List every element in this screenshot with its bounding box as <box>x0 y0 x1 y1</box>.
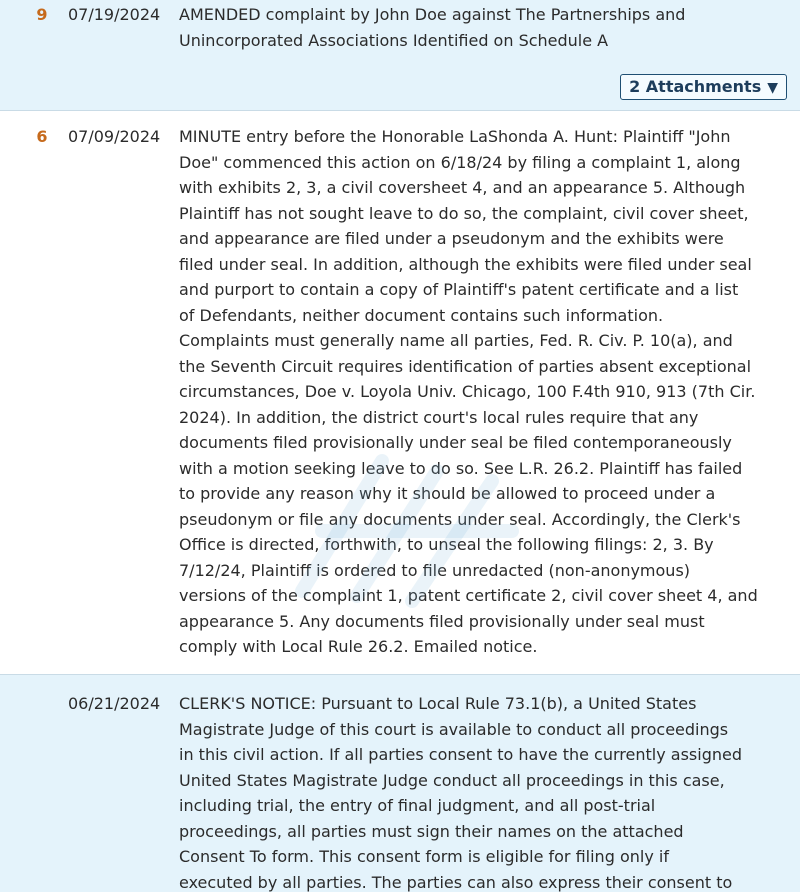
entry-text-line: the Seventh Circuit requires identification of parties absent exceptional <box>179 356 752 376</box>
attachments-label: 2 Attachments <box>629 77 762 96</box>
entry-text-line: Doe" commenced this action on 6/18/24 by filing a complaint 1, along <box>179 152 741 172</box>
entry-text-line: Complaints must generally name all parties, Fed. R. Civ. P. 10(a), and <box>179 331 733 350</box>
caret-down-icon: ▼ <box>767 80 778 96</box>
entry-text-line: pseudonym or file any documents under seal. Accordingly, the Clerk's <box>179 509 741 529</box>
entry-text-line: and appearance are filed under a pseudonym and the exhibits were <box>179 229 724 248</box>
entry-text-line: in this civil action. If all parties consent to have the currently assigned <box>179 745 742 764</box>
entry-text-line: versions of the complaint 1, patent certificate 2, civil cover sheet 4, and <box>179 586 758 605</box>
entry-text-line: and purport to contain a copy of Plaintiff's patent certificate and a list <box>179 280 739 299</box>
entry-text-line: appearance 5. Any documents filed provisionally under seal must <box>179 611 705 631</box>
entry-text-line: proceedings, all parties must sign their names on the attached <box>179 821 684 841</box>
entry-text-line: documents filed provisionally under seal be filed contemporaneously <box>179 433 732 452</box>
attachments-button[interactable] <box>620 74 787 100</box>
entry-text-line: filed under seal. In addition, although the exhibits were filed under seal <box>179 254 752 274</box>
entry-text <box>179 2 789 53</box>
entry-date: 06/21/2024 <box>68 694 161 713</box>
entry-text-line: CLERK'S NOTICE: Pursuant to Local Rule 73.1(b), a United States <box>179 694 697 713</box>
entry-text-line: Office is directed, forthwith, to unseal the following filings: 2, 3. By <box>179 535 714 554</box>
docket-number-link[interactable]: 9 <box>36 5 48 24</box>
entry-text-line: with exhibits 2, 3, a civil coversheet 4, and an appearance 5. Although <box>179 178 746 197</box>
entry-text-line: 7/12/24, Plaintiff is ordered to file unredacted (non-anonymous) <box>179 560 691 580</box>
entry-text-line: 2024). In addition, the district court's local rules require that any <box>179 407 699 427</box>
entry-text-line: with a motion seeking leave to do so. See L.R. 26.2. Plaintiff has failed <box>179 458 743 478</box>
entry-date: 07/09/2024 <box>68 127 161 146</box>
entry-date: 07/19/2024 <box>68 5 161 24</box>
entry-text-line: MINUTE entry before the Honorable LaShonda A. Hunt: Plaintiff "John <box>179 127 731 146</box>
entry-text-line: United States Magistrate Judge conduct all proceedings in this case, <box>179 770 725 790</box>
entry-text <box>179 691 789 892</box>
entry-text-line: executed by all parties. The parties can also express their consent to <box>179 872 733 892</box>
entry-text-line: AMENDED complaint by John Doe against The Partnerships and <box>179 5 686 24</box>
entry-text-line: Plaintiff has not sought leave to do so, the complaint, civil cover sheet, <box>179 203 749 223</box>
entry-text-line: Unincorporated Associations Identified on Schedule A <box>179 30 609 50</box>
entry-text-line: comply with Local Rule 26.2. Emailed notice. <box>179 637 538 656</box>
entry-text <box>179 124 789 660</box>
entry-text-line: circumstances, Doe v. Loyola Univ. Chicago, 100 F.4th 910, 913 (7th Cir. <box>179 382 756 401</box>
entry-text-line: Consent To form. This consent form is eligible for filing only if <box>179 847 669 866</box>
entry-text-line: including trial, the entry of final judgment, and all post-trial <box>179 796 656 815</box>
entry-text-line: Magistrate Judge of this court is available to conduct all proceedings <box>179 719 729 739</box>
docket-entry <box>0 0 800 111</box>
docket-entry <box>0 111 800 675</box>
entry-text-line: of Defendants, neither document contains such information. <box>179 305 664 325</box>
entry-text-line: to provide any reason why it should be allowed to proceed under a <box>179 484 716 503</box>
docket-entry <box>0 675 800 892</box>
docket-number-link[interactable]: 6 <box>36 127 48 146</box>
